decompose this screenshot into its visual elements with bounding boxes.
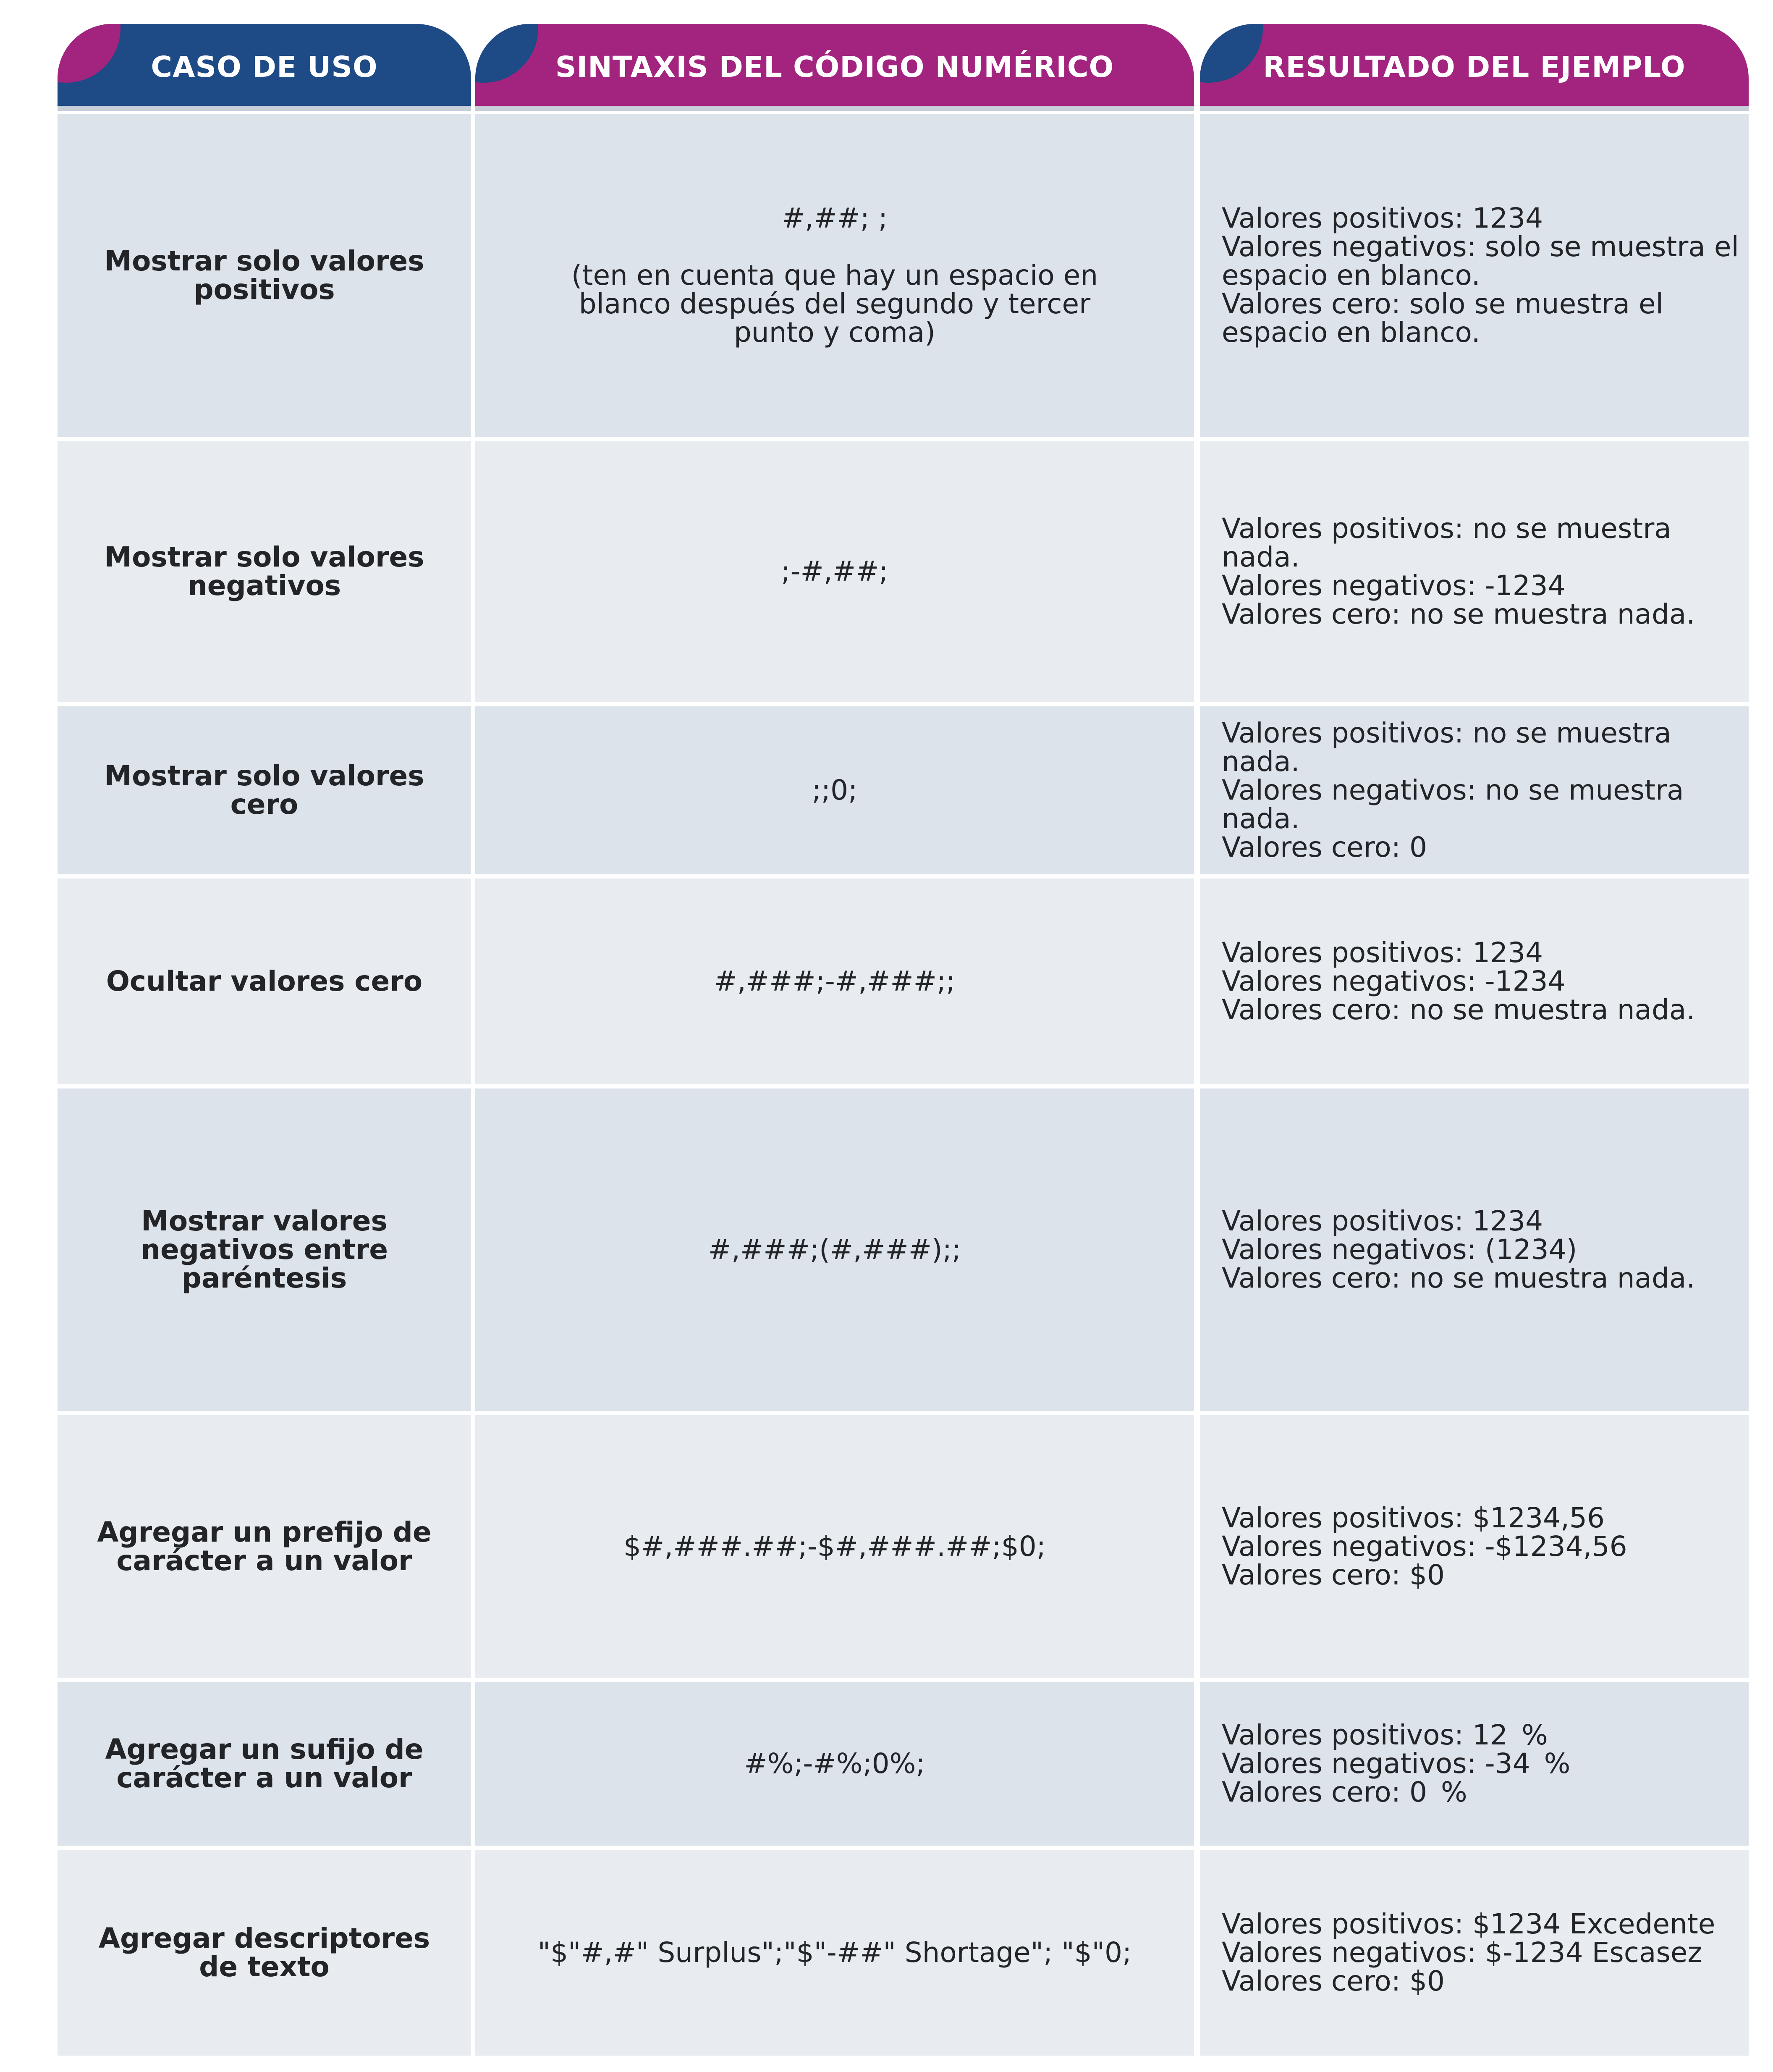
- text-line: Valores positivos: 12 %: [1222, 1719, 1548, 1751]
- result-cell-text: [1222, 204, 1739, 347]
- text-line: de texto: [199, 1951, 330, 1983]
- use-case-cell-text: [97, 1518, 431, 1575]
- text-line: Valores cero: $0: [1222, 1965, 1445, 1997]
- text-line: Mostrar solo valores: [104, 245, 424, 277]
- text-line: (ten en cuenta que hay un espacio en: [571, 259, 1098, 291]
- text-line: Valores cero: 0 %: [1222, 1776, 1467, 1808]
- text-line: espacio en blanco.: [1222, 259, 1480, 291]
- header-label: SINTAXIS DEL CÓDIGO NUMÉRICO: [555, 50, 1114, 84]
- text-line: blanco después del segundo y tercer: [579, 288, 1091, 320]
- text-line: Valores negativos: -1234: [1222, 569, 1566, 602]
- text-line: espacio en blanco.: [1222, 316, 1480, 349]
- text-line: [571, 233, 1098, 261]
- use-case-cell-text: [105, 1735, 423, 1792]
- text-line: Mostrar solo valores: [104, 760, 424, 792]
- text-line: positivos: [194, 273, 335, 306]
- result-cell: [1200, 1415, 1749, 1678]
- text-line: carácter a un valor: [116, 1544, 412, 1577]
- result-cell-text: [1222, 936, 1695, 1026]
- use-case-cell-text: [141, 1207, 388, 1293]
- syntax-cell: [475, 441, 1194, 702]
- text-line: Valores negativos: no se muestra: [1222, 774, 1684, 806]
- text-line: Ocultar valores cero: [106, 965, 423, 997]
- use-case-cell: [58, 441, 471, 702]
- result-cell: [1200, 1682, 1749, 1846]
- header-sintaxis: [475, 24, 1194, 110]
- use-case-cell: [58, 1850, 471, 2056]
- result-cell-text: [1222, 514, 1740, 629]
- use-case-cell-text: [106, 967, 422, 996]
- result-cell-text: [1222, 1207, 1695, 1293]
- text-line: Valores negativos: -$1234,56: [1222, 1530, 1627, 1563]
- text-line: Valores cero: no se muestra nada.: [1222, 1262, 1695, 1294]
- text-line: ;;0;: [812, 774, 858, 806]
- syntax-cell-text: [571, 204, 1098, 347]
- text-line: Valores positivos: no se muestra nada.: [1222, 717, 1671, 778]
- use-case-cell-text: [104, 762, 424, 819]
- text-line: Agregar un sufijo de: [105, 1733, 424, 1765]
- use-case-cell: [58, 1088, 471, 1411]
- text-line: Valores positivos: $1234 Excedente: [1222, 1908, 1715, 1940]
- text-line: Valores positivos: 1234: [1222, 1205, 1543, 1237]
- text-line: Valores positivos: no se muestra nada.: [1222, 512, 1671, 573]
- use-case-cell: [58, 1682, 471, 1846]
- header-divider: [475, 106, 1194, 111]
- text-line: Valores cero: 0: [1222, 831, 1427, 863]
- text-line: "$"#,#" Surplus";"$"-##" Shortage"; "$"0;: [537, 1936, 1132, 1969]
- syntax-cell-text: [623, 1532, 1046, 1561]
- text-line: Valores cero: solo se muestra el: [1222, 288, 1663, 320]
- text-line: Valores negativos: $-1234 Escasez: [1222, 1936, 1702, 1969]
- text-line: #,###;-#,###;;: [714, 965, 956, 997]
- header-caso-de-uso: [58, 24, 471, 110]
- text-line: Valores negativos: solo se muestra el: [1222, 231, 1739, 263]
- text-line: paréntesis: [181, 1262, 347, 1294]
- result-cell: [1200, 706, 1749, 874]
- use-case-cell: [58, 114, 471, 437]
- result-cell-text: [1222, 1501, 1627, 1591]
- text-line: Valores cero: no se muestra nada.: [1222, 994, 1695, 1026]
- result-cell-text: [1222, 1910, 1715, 1996]
- text-line: #%;-#%;0%;: [744, 1747, 925, 1780]
- header-corner-accent: [58, 24, 120, 83]
- text-line: punto y coma): [734, 316, 935, 349]
- text-line: cero: [230, 788, 299, 821]
- header-corner-accent: [1200, 24, 1263, 83]
- result-cell: [1200, 1088, 1749, 1411]
- text-line: Valores cero: no se muestra nada.: [1222, 598, 1695, 630]
- syntax-cell: [475, 114, 1194, 437]
- text-line: negativos entre: [141, 1233, 388, 1266]
- syntax-cell-text: [714, 967, 956, 996]
- result-cell-text: [1222, 1721, 1570, 1807]
- result-cell: [1200, 1850, 1749, 2056]
- text-line: Valores negativos: -34 %: [1222, 1747, 1571, 1780]
- header-label: CASO DE USO: [151, 50, 378, 84]
- use-case-cell-text: [104, 247, 424, 304]
- header-label: RESULTADO DEL EJEMPLO: [1263, 50, 1686, 84]
- text-line: Agregar un prefijo de: [97, 1516, 432, 1548]
- text-line: Agregar descriptores: [98, 1922, 430, 1954]
- syntax-cell: [475, 1415, 1194, 1678]
- text-line: Mostrar valores: [141, 1205, 388, 1237]
- header-corner-accent: [475, 24, 538, 83]
- text-line: Valores negativos: -1234: [1222, 965, 1566, 997]
- syntax-cell-text: [708, 1235, 961, 1264]
- result-cell: [1200, 114, 1749, 437]
- text-line: Valores positivos: 1234: [1222, 936, 1543, 969]
- syntax-cell-text: [744, 1749, 925, 1778]
- text-line: Mostrar solo valores: [104, 541, 424, 573]
- use-case-cell: [58, 1415, 471, 1678]
- text-line: Valores positivos: $1234,56: [1222, 1501, 1605, 1534]
- text-line: #,###;(#,###);;: [708, 1233, 961, 1266]
- text-line: $#,###.##;-$#,###.##;$0;: [623, 1530, 1046, 1563]
- syntax-cell: [475, 1850, 1194, 2056]
- text-line: ;-#,##;: [781, 555, 888, 588]
- text-line: carácter a un valor: [116, 1762, 412, 1794]
- text-line: Valores positivos: 1234: [1222, 202, 1543, 234]
- result-cell: [1200, 441, 1749, 702]
- use-case-cell: [58, 879, 471, 1084]
- header-divider: [58, 106, 471, 111]
- syntax-cell: [475, 1088, 1194, 1411]
- syntax-cell-text: [781, 557, 888, 586]
- text-line: nada.: [1222, 803, 1300, 835]
- header-resultado: [1200, 24, 1749, 110]
- syntax-cell: [475, 706, 1194, 874]
- result-cell: [1200, 879, 1749, 1084]
- syntax-cell-text: [812, 776, 858, 805]
- result-cell-text: [1222, 719, 1740, 862]
- use-case-cell-text: [104, 543, 424, 600]
- text-line: Valores negativos: (1234): [1222, 1233, 1577, 1266]
- syntax-cell: [475, 1682, 1194, 1846]
- text-line: negativos: [187, 569, 341, 602]
- header-divider: [1200, 106, 1749, 111]
- text-line: Valores cero: $0: [1222, 1558, 1445, 1591]
- syntax-cell: [475, 879, 1194, 1084]
- use-case-cell-text: [99, 1924, 430, 1981]
- text-line: #,##; ;: [781, 202, 888, 234]
- syntax-cell-text: [538, 1938, 1132, 1967]
- use-case-cell: [58, 706, 471, 874]
